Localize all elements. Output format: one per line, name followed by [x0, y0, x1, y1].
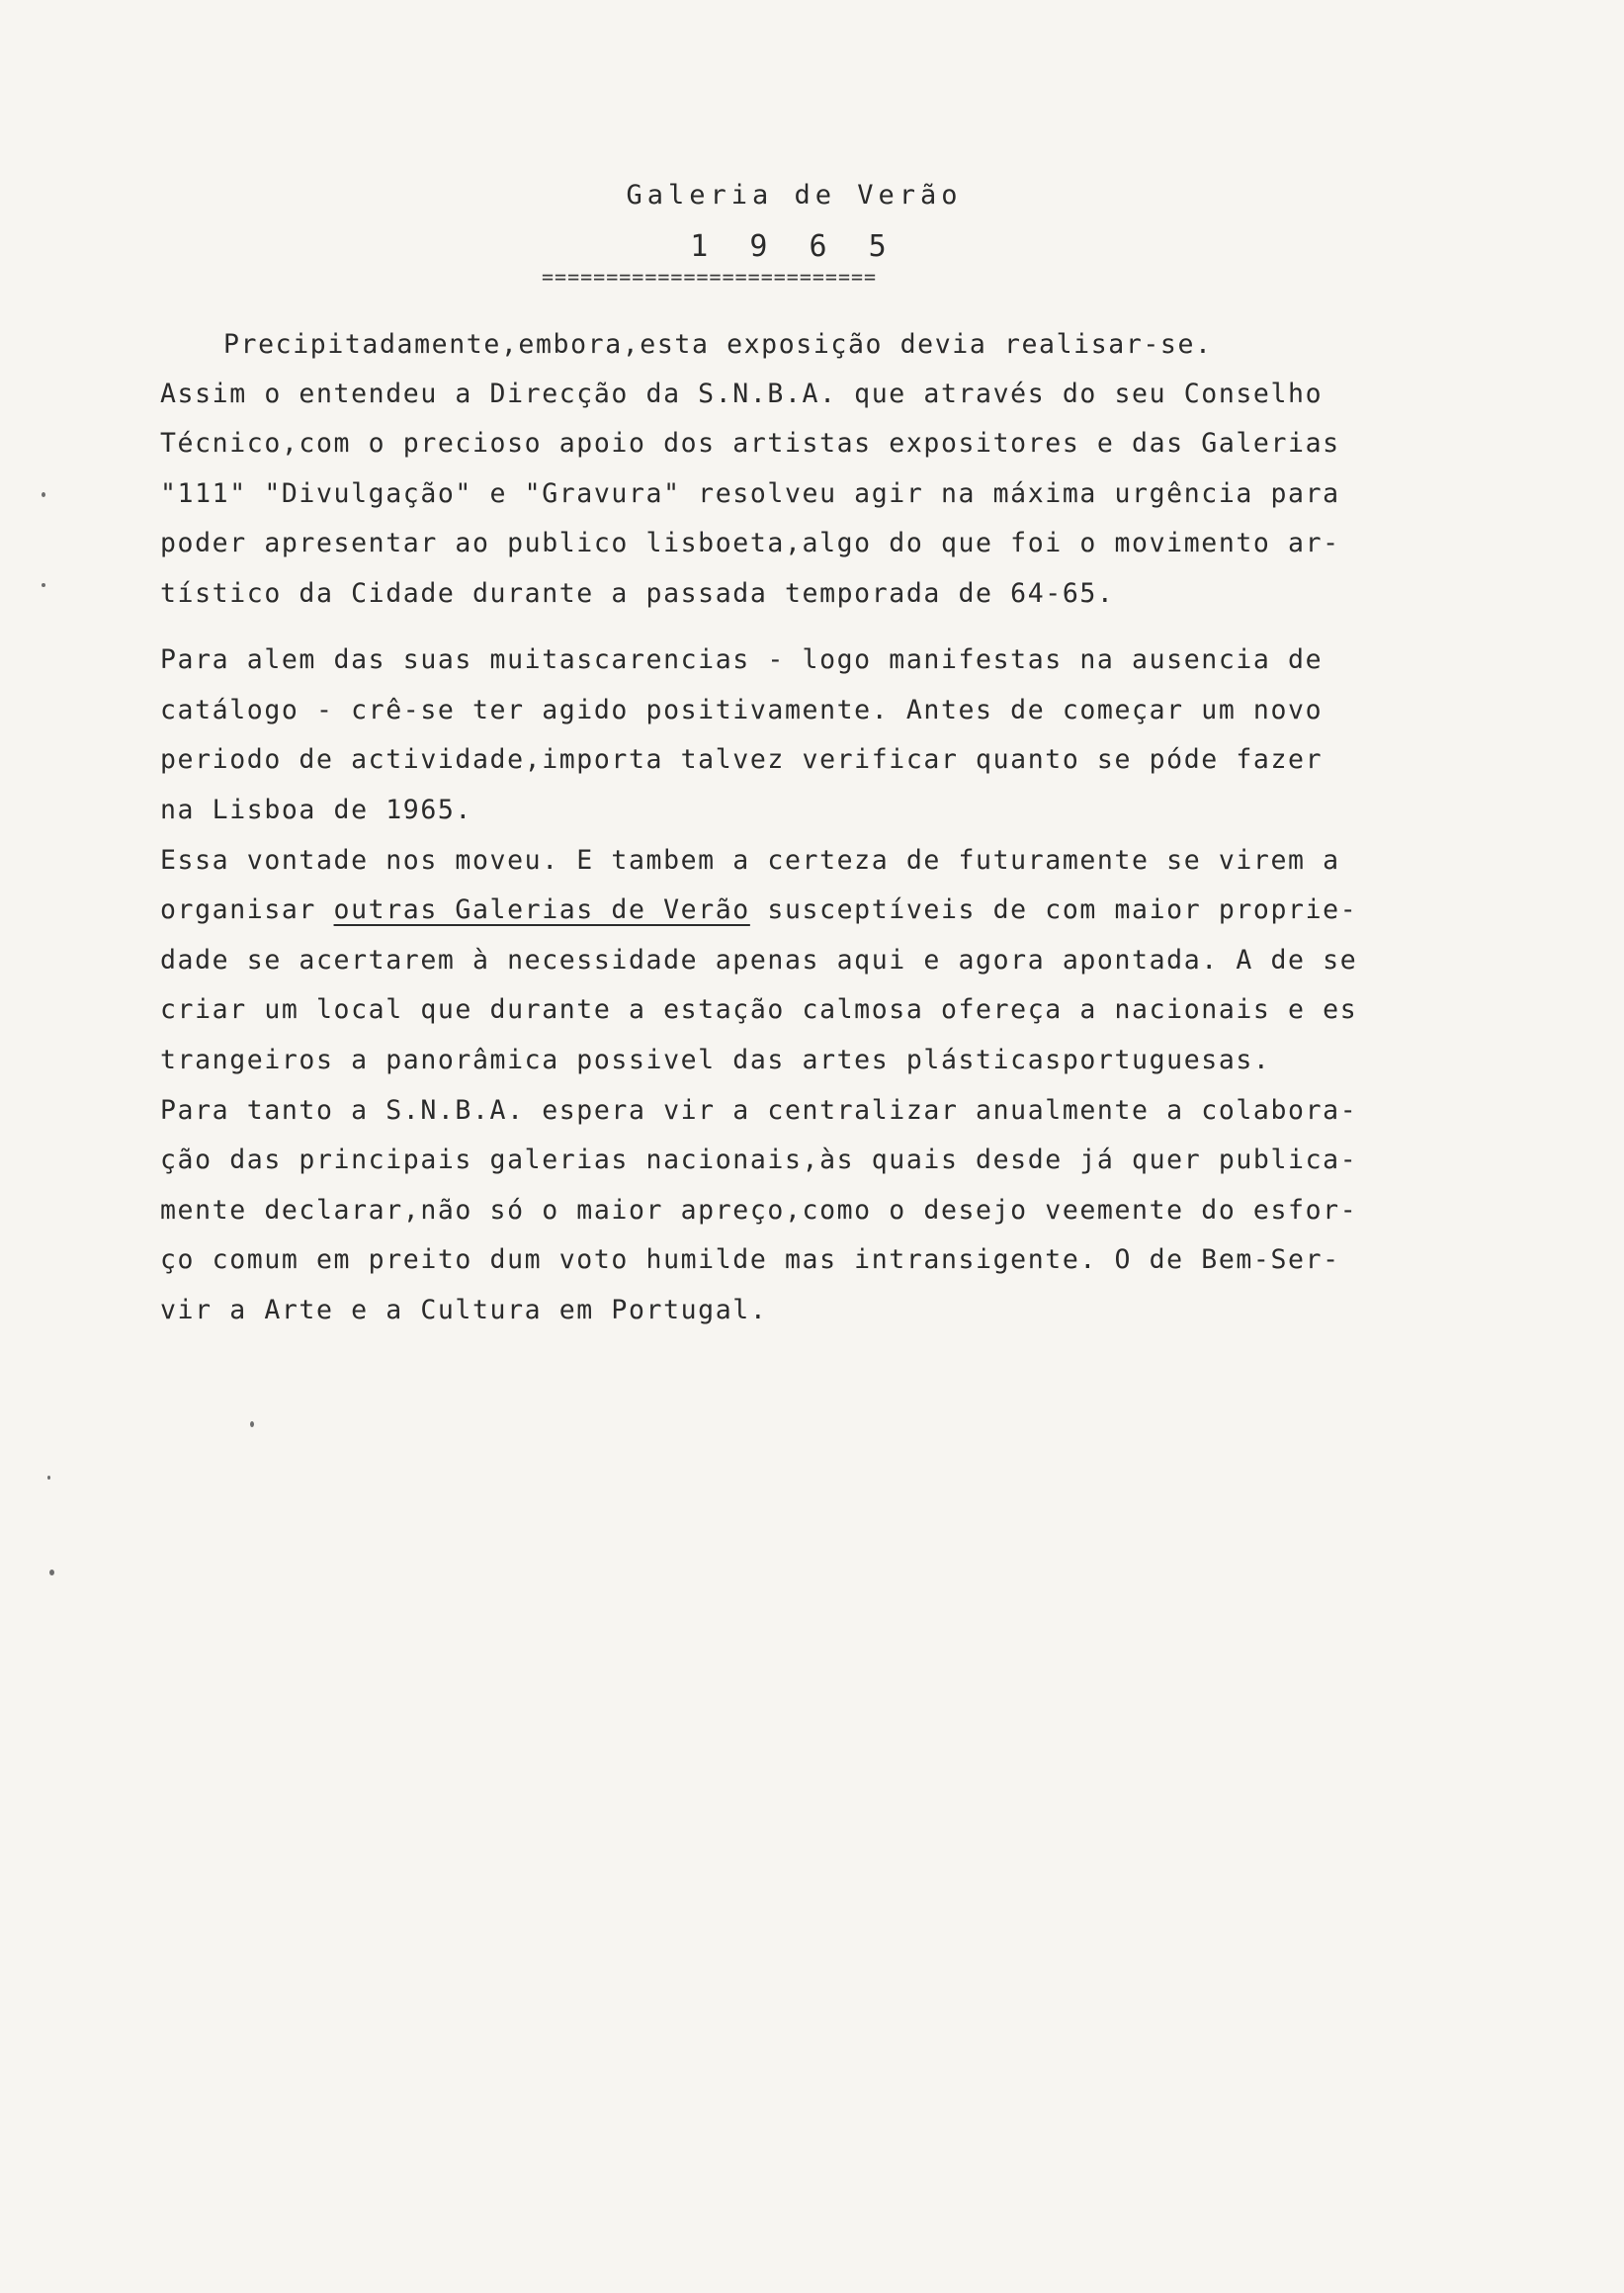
text-line: trangeiros a panorâmica possivel das artes plásticasportuguesas.: [160, 1045, 1271, 1075]
text-line: ção das principais galerias nacionais,às quais desde já quer publica-: [160, 1145, 1358, 1175]
text-line: poder apresentar ao publico lisboeta,algo do que foi o movimento ar-: [160, 528, 1340, 558]
text-line: Para tanto a S.N.B.A. espera vir a centralizar anualmente a colabora-: [160, 1095, 1358, 1126]
paper-speck: [47, 1476, 50, 1480]
document-year: 1 9 6 5: [690, 229, 898, 264]
text-line: Para alem das suas muitascarencias - logo manifestas na ausencia de: [160, 644, 1324, 675]
text-line: Assim o entendeu a Direcção da S.N.B.A. que através do seu Conselho: [160, 379, 1324, 409]
text-line: Precipitadamente,embora,esta exposição devia realisar-se.: [223, 329, 1213, 360]
text-line: periodo de actividade,importa talvez verificar quanto se póde fazer: [160, 744, 1324, 775]
paper-speck: [250, 1421, 254, 1427]
text-line: catálogo - crê-se ter agido positivamente. Antes de começar um novo: [160, 695, 1324, 725]
document-title: Galeria de Verão: [626, 180, 963, 211]
paper-speck: [42, 492, 45, 497]
text-line: na Lisboa de 1965.: [160, 795, 472, 825]
text-line: tístico da Cidade durante a passada temporada de 64-65.: [160, 578, 1115, 609]
text-line: criar um local que durante a estação calmosa ofereça a nacionais e es: [160, 994, 1358, 1025]
text-line: vir a Arte e a Cultura em Portugal.: [160, 1295, 768, 1325]
text-line-with-underline: [160, 894, 1544, 925]
text-line: mente declarar,não só o maior apreço,como o desejo veemente do esfor-: [160, 1195, 1358, 1226]
title-rule: ==========================: [542, 265, 878, 289]
text-line: Essa vontade nos moveu. E tambem a certeza de futuramente se virem a: [160, 845, 1340, 876]
text-line: Técnico,com o precioso apoio dos artistas expositores e das Galerias: [160, 428, 1340, 459]
text-segment: susceptíveis de com maior proprie-: [749, 894, 1358, 925]
text-segment: organisar: [160, 894, 334, 925]
text-line: ço comum em preito dum voto humilde mas intransigente. O de Bem-Ser-: [160, 1244, 1340, 1275]
underlined-text: outras Galerias de Verão: [333, 894, 750, 925]
text-line: dade se acertarem à necessidade apenas aqui e agora apontada. A de se: [160, 945, 1358, 976]
text-line: "111" "Divulgação" e "Gravura" resolveu agir na máxima urgência para: [160, 478, 1340, 509]
paper-speck: [49, 1570, 54, 1575]
paper-speck: [42, 583, 45, 587]
